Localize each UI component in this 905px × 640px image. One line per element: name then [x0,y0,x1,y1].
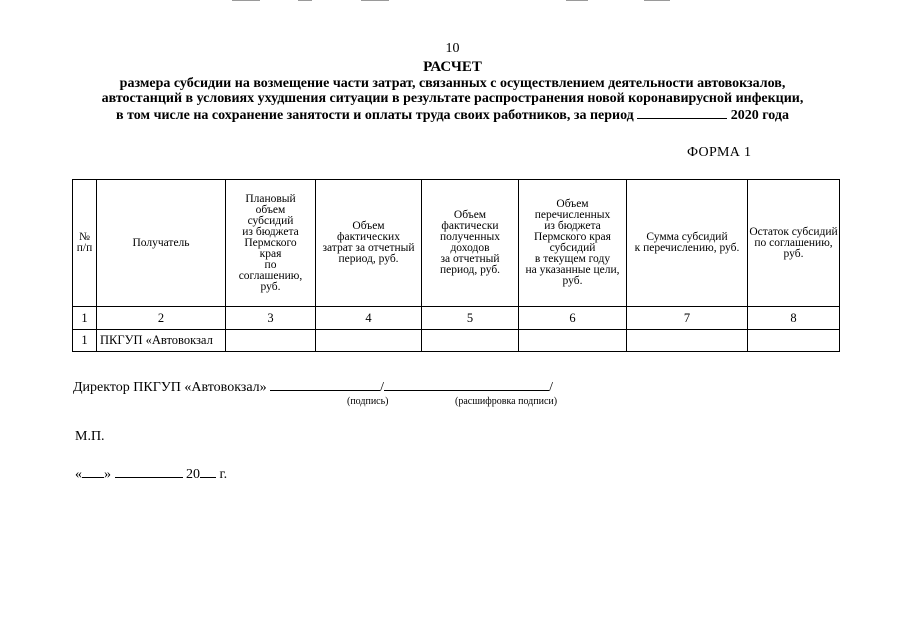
table-header-row [73,180,840,307]
signature-line [73,378,553,396]
header-cell: Объем перечисленных из бюджета Пермского края субсидий в текущем году на указанные цели, руб. [519,180,627,307]
subsidy-table [72,179,840,352]
column-number-cell: 3 [226,307,316,330]
header-cell: Сумма субсидий к перечислению, руб. [627,180,748,307]
name-blank-field[interactable] [384,378,549,391]
column-number-cell: 5 [422,307,519,330]
recipient-cell: ПКГУП «Автовокзал [97,330,226,352]
row-number-cell: 1 [73,330,97,352]
actual-costs-cell[interactable] [316,330,422,352]
scan-mark [298,0,312,1]
header-cell: Плановый объем субсидий из бюджета Пермского края по соглашению, руб. [226,180,316,307]
document-subtitle [60,76,845,123]
column-number-cell: 2 [97,307,226,330]
document-title: РАСЧЕТ [423,59,482,75]
header-cell: Объем фактически полученных доходов за отчетный период, руб. [422,180,519,307]
scan-mark [644,0,670,1]
scan-mark [232,0,260,1]
day-blank-field[interactable] [82,465,104,478]
year-suffix: г. [219,467,228,482]
header-cell: Остаток субсидий по соглашению, руб. [748,180,840,307]
period-blank-field[interactable] [637,106,727,119]
director-label: Директор ПКГУП «Автовокзал» [73,380,267,395]
signature-end: / [549,380,553,395]
scan-mark [566,0,588,1]
column-number-cell: 1 [73,307,97,330]
header-cell: Получатель [97,180,226,307]
column-number-cell: 7 [627,307,748,330]
subtitle-year-text: 2020 года [730,108,789,123]
subtitle-line: автостанций в условиях ухудшения ситуации в результате распространения новой коронавирусной инфекции, [101,91,804,106]
column-number-row [73,307,840,330]
date-close-quote: » [104,467,111,482]
date-open-quote: « [75,467,82,482]
header-cell: Объем фактических затрат за отчетный период, руб. [316,180,422,307]
column-number-cell: 8 [748,307,840,330]
scan-mark [361,0,389,1]
subsidy-to-transfer-cell[interactable] [627,330,748,352]
subsidy-balance-cell[interactable] [748,330,840,352]
column-number-cell: 6 [519,307,627,330]
signature-blank-field[interactable] [270,378,380,391]
stamp-label: М.П. [75,429,105,444]
column-number-cell: 4 [316,307,422,330]
planned-subsidy-cell[interactable] [226,330,316,352]
name-hint: (расшифровка подписи) [455,396,558,407]
table-row [73,330,840,352]
year-blank-field[interactable] [200,465,216,478]
form-label: ФОРМА 1 [687,145,752,160]
transferred-subsidy-cell[interactable] [519,330,627,352]
signature-hint: (подпись) [347,396,389,407]
year-prefix: 20 [186,467,200,482]
month-blank-field[interactable] [115,465,183,478]
subtitle-line [60,106,845,123]
signature-separator: / [380,380,385,395]
subtitle-line-text: в том числе на сохранение занятости и оплаты труда своих работников, за период [116,108,634,123]
page-number: 10 [445,41,460,56]
header-cell: № п/п [73,180,97,307]
actual-income-cell[interactable] [422,330,519,352]
date-line [75,465,227,483]
subtitle-line: размера субсидии на возмещение части затрат, связанных с осуществлением деятельности автовокзалов, [119,76,786,91]
